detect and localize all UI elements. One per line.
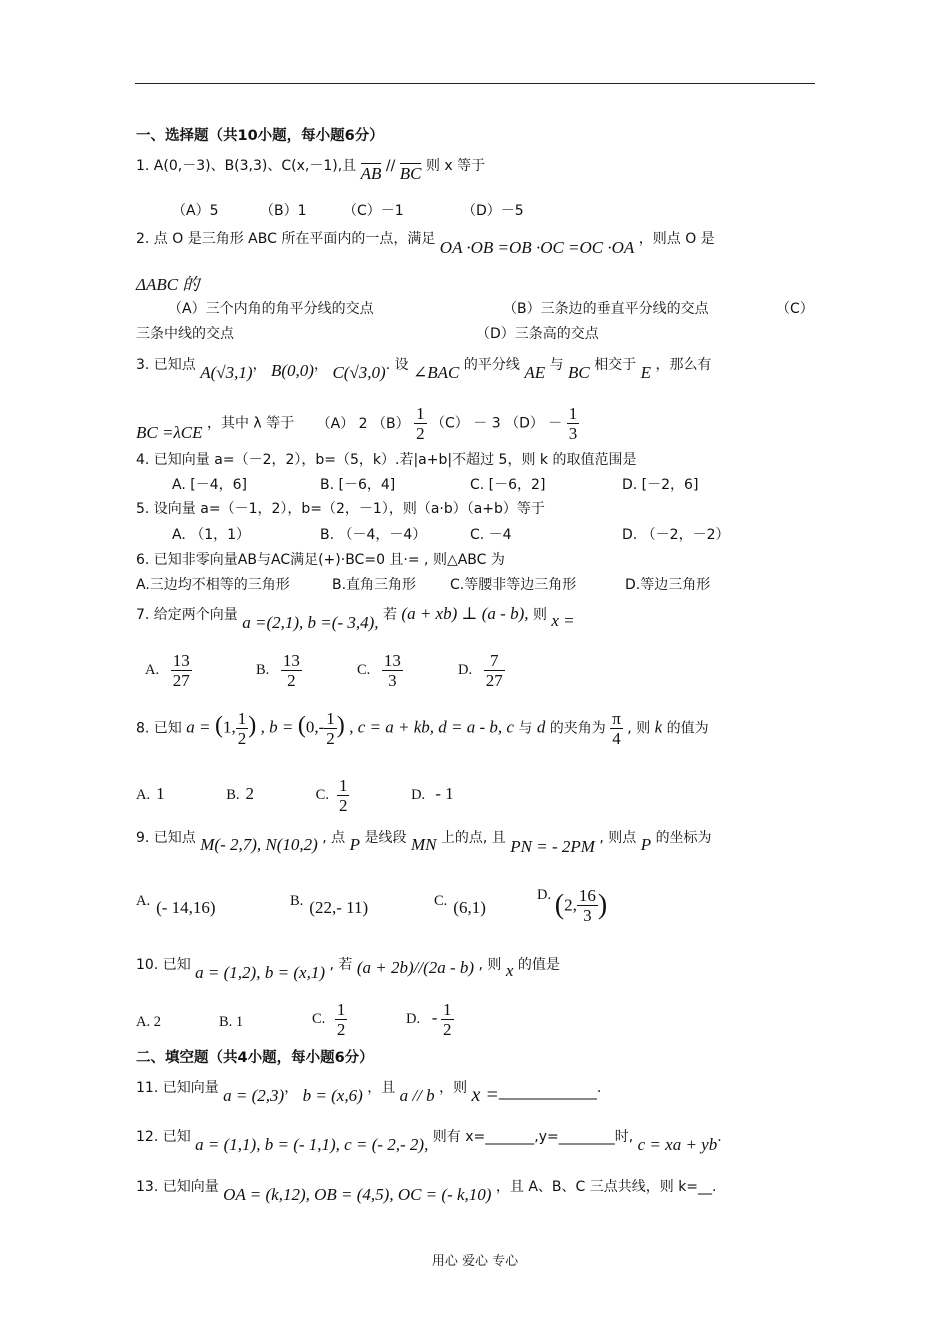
q8-option-d-value: - 1: [435, 783, 454, 803]
q10-option-b: B. 1: [219, 1014, 244, 1030]
q4-option-a: A. [－4，6]: [172, 477, 247, 493]
q8-vector-d: d: [536, 717, 546, 737]
q11-vector-a: a = (2,3): [223, 1086, 285, 1105]
q9-option-b: [290, 891, 369, 917]
q9-mn: MN: [410, 835, 437, 854]
question-6: 6. 已知非零向量AB与AC满足(+)·BC=0 且·= , 则△ABC 为: [136, 552, 505, 568]
q11-text-1: ，且: [367, 1080, 396, 1096]
question-12: [136, 1127, 722, 1154]
q8-option-a-value: 1: [156, 783, 165, 803]
q10-option-d-label: D.: [406, 1010, 421, 1027]
q9-text-2: 是线段: [364, 830, 407, 846]
q8-a-fraction: $\frac{1}{2}$: [237, 709, 247, 748]
q8-k: k: [654, 717, 663, 737]
question-8: 8. 已知 a = (1, $\frac{1}{2}$ ) , b = (0,- $\frac{1}{2}$ ) , c = a + kb, d = a - b, c 与 d 的夹角为 $\frac{\pi}{4}$ , 则 k 的值为: [136, 709, 709, 748]
q12-stem: 12. 已知: [136, 1129, 191, 1145]
question-13: [136, 1177, 717, 1204]
q3-e: E: [640, 363, 652, 382]
q1-option-a: （A）5: [172, 203, 219, 219]
q3-point-a: A(√3,1): [200, 363, 253, 382]
q10-vector-a: a = (1,2),: [195, 963, 261, 982]
q7-text-2: 则: [532, 607, 547, 623]
q4-option-b: B. [－6，4]: [320, 477, 396, 493]
q8-text-3: , 则: [627, 720, 651, 737]
q5-option-b: B. （－4，－4）: [320, 527, 427, 543]
q12-relation: c = xa + yb: [637, 1135, 718, 1154]
q11-text-2: ，则: [439, 1080, 468, 1096]
q3-text-2: 的平分线: [463, 357, 520, 373]
q3-point-c: C(√3,0): [332, 363, 386, 382]
q2-stem: 2. 点 O 是三角形 ABC 所在平面内的一点，满足: [136, 231, 436, 247]
q7-option-b-label: B.: [256, 661, 270, 678]
q8-vector-b: , b =: [260, 717, 294, 737]
q3-options-ab: （A） 2 （B）: [316, 415, 410, 432]
q7-option-b: [256, 651, 302, 690]
question-5: 5. 设向量 a=（－1，2），b=（2，－1），则（a·b）（a+b）等于: [136, 501, 545, 517]
q10-option-d: [406, 1000, 454, 1039]
q8-option-c-fraction: $\frac{1}{2}$: [338, 776, 348, 815]
q3-line2: [136, 404, 579, 443]
q3-stem: 3. 已知点: [136, 357, 196, 373]
q9-option-c: [434, 891, 486, 917]
question-3: 3. 已知点 A(√3,1)， B(0,0)， C(√3,0). 设 ∠BAC 的平分线 AE 与 BC 相交于 E ，那么有: [136, 357, 712, 382]
q13-vectors: OA = (k,12), OB = (4,5), OC = (- k,10): [223, 1185, 492, 1204]
q2-option-c: 三条中线的交点: [136, 326, 234, 342]
q10-condition: (a + 2b)//(2a - b): [356, 958, 475, 977]
q9-option-d-label: D.: [537, 887, 552, 903]
q8-option-a-label: A.: [136, 786, 151, 803]
q11-end: .: [596, 1080, 602, 1096]
q8-angle-fraction: $\frac{\pi}{4}$: [612, 709, 621, 748]
q7-text-1: 若: [382, 607, 397, 623]
q8-vectors-cd: , c = a + kb, d = a - b, c: [349, 717, 514, 737]
q3-text-5: ，那么有: [655, 357, 712, 373]
q10-x: x: [505, 961, 514, 980]
q7-option-d-label: D.: [458, 661, 473, 678]
q9-text-5: 的坐标为: [655, 830, 712, 846]
section-title-choice: 一、选择题（共10小题，每小题6分）: [136, 128, 384, 144]
q8-option-b-value: 2: [245, 783, 255, 803]
q11-answer-blank[interactable]: ______________: [498, 1084, 597, 1100]
q7-stem: 7. 给定两个向量: [136, 607, 238, 623]
header-rule: [135, 83, 815, 84]
q2-option-c-label: （C）: [776, 301, 814, 317]
q8-vector-a: a =: [186, 717, 211, 737]
q3-fraction-d: $\frac{1}{3}$: [568, 404, 578, 443]
q3-fraction-b: $\frac{1}{2}$: [416, 404, 425, 443]
q9-p2: P: [640, 835, 652, 854]
q2-tail: ，则点 O 是: [638, 231, 715, 247]
question-2: [136, 229, 715, 257]
q7-vectors: a =(2,1), b =(- 3,4),: [242, 613, 379, 632]
q11-stem: 11. 已知向量: [136, 1080, 219, 1096]
q5-option-a: A. （1，1）: [172, 527, 251, 543]
page-footer: 用心 爱心 专心: [431, 1254, 519, 1269]
question-1: [136, 154, 486, 183]
q1-option-d: （D）－5: [462, 203, 524, 219]
q7-condition: (a + xb) ⊥ (a - b),: [401, 604, 529, 623]
q10-text-1: , 若: [329, 957, 353, 973]
q4-option-c: C. [－6，2]: [470, 477, 546, 493]
q9-option-a: [136, 891, 216, 917]
q3-angle: ∠BAC: [413, 363, 460, 382]
q1-option-c: （C）－1: [343, 203, 404, 219]
q12-vectors: a = (1,1), b = (- 1,1), c = (- 2,- 2),: [195, 1135, 429, 1154]
q7-fraction-a: $\frac{13}{27}$: [172, 651, 190, 690]
q10-text-2: , 则: [478, 957, 502, 973]
q10-vector-b: b = (x,1): [264, 963, 326, 982]
q8-text-2: 的夹角为: [549, 720, 606, 737]
q2-triangle: ΔABC 的: [136, 275, 200, 294]
q8-text-1: 与: [518, 720, 533, 737]
q10-stem: 10. 已知: [136, 957, 191, 973]
q10-option-d-minus: -: [431, 1007, 438, 1027]
question-11: 11. 已知向量 a = (2,3)， b = (x,6) ，且 a // b ，则 x =______________.: [136, 1080, 602, 1106]
q8-b-fraction: $\frac{1}{2}$: [326, 709, 335, 748]
q3-text-4: 相交于: [594, 357, 637, 373]
q11-x: x =: [471, 1084, 499, 1106]
q5-option-c: C. －4: [470, 527, 512, 543]
q11-parallel: a // b: [399, 1086, 435, 1105]
q1-stem: 1. A(0,－3)、B(3,3)、C(x,－1),且: [136, 158, 357, 174]
q3-point-b: B(0,0): [271, 361, 314, 380]
q3-ae: AE: [524, 363, 546, 382]
question-9: [136, 828, 712, 856]
q2-line2: [136, 276, 199, 295]
q10-option-a: A. 2: [136, 1014, 161, 1030]
q3-text-1: 设: [394, 357, 409, 373]
q7-fraction-b: $\frac{13}{2}$: [282, 651, 300, 690]
q11-vector-b: b = (x,6): [302, 1086, 363, 1105]
q2-option-a: （A）三个内角的角平分线的交点: [168, 301, 374, 317]
q13-end: .: [712, 1179, 717, 1195]
q7-option-a: [145, 651, 192, 690]
question-10: [136, 955, 560, 982]
q4-option-d: D. [－2，6]: [622, 477, 699, 493]
q2-option-d: （D）三条高的交点: [476, 326, 599, 342]
q6-option-a: A.三边均不相等的三角形: [136, 577, 290, 593]
q3-bc: BC: [568, 363, 590, 382]
q12-end: .: [717, 1129, 722, 1145]
q10-option-d-fraction: $\frac{1}{2}$: [443, 1000, 452, 1039]
q9-option-b-label: B.: [290, 893, 304, 909]
q1-tail: 则 x 等于: [425, 158, 486, 174]
q8-option-d-label: D.: [411, 786, 426, 803]
q7-option-d: [458, 651, 505, 690]
q10-option-c: [312, 1000, 347, 1039]
q8-text-4: 的值为: [666, 720, 709, 737]
q1-option-b: （B）1: [260, 203, 307, 219]
q13-stem: 13. 已知向量: [136, 1179, 219, 1195]
q1-parallel: //: [385, 158, 400, 174]
q8-b-left: 0,-: [305, 717, 325, 737]
q9-relation: PN = - 2PM: [510, 837, 595, 856]
q10-text-3: 的值是: [517, 957, 560, 973]
section-title-fill: 二、填空题（共4小题，每小题6分）: [136, 1050, 374, 1066]
q6-option-c: C.等腰非等边三角形: [450, 577, 577, 593]
q2-expression: OA ·OB =OB ·OC =OC ·OA: [439, 238, 635, 257]
q8-option-b-label: B.: [226, 786, 240, 803]
q9-option-a-value: (- 14,16): [156, 898, 216, 917]
q9-p: P: [349, 835, 361, 854]
question-7: [136, 604, 575, 632]
q7-option-c-label: C.: [357, 661, 371, 678]
q12-answer-blanks[interactable]: 则有 x=_______,y=________时,: [432, 1129, 634, 1145]
q5-option-d: D. （－2，－2）: [622, 527, 730, 543]
q7-fraction-d: $\frac{7}{27}$: [485, 651, 503, 690]
q7-fraction-c: $\frac{13}{3}$: [383, 651, 401, 690]
question-4: 4. 已知向量 a=（－2，2），b=（5，k）.若|a+b|不超过 5，则 k 的取值范围是: [136, 452, 637, 468]
q7-option-c: [357, 651, 403, 690]
q6-option-b: B.直角三角形: [332, 577, 417, 593]
q8-options: [136, 776, 454, 815]
q13-text-1: ，且 A、B、C 三点共线，则 k=: [495, 1179, 699, 1195]
q13-answer-blank[interactable]: __: [698, 1179, 713, 1195]
q9-option-a-label: A.: [136, 893, 151, 909]
q7-x: x =: [551, 611, 575, 630]
q9-text-4: , 则点: [599, 830, 637, 846]
q9-stem: 9. 已知点: [136, 830, 196, 846]
q9-option-d-fraction: $\frac{16}{3}$: [578, 886, 596, 925]
q8-option-c-label: C.: [315, 786, 329, 803]
q10-option-c-label: C.: [312, 1010, 326, 1027]
q7-option-a-label: A.: [145, 661, 160, 678]
q10-option-c-fraction: $\frac{1}{2}$: [336, 1000, 346, 1039]
q9-option-b-value: (22,- 11): [309, 898, 369, 917]
q3-relation: BC =λCE: [136, 422, 203, 442]
q3-text-3: 与: [549, 357, 564, 373]
q8-a-left: 1,: [222, 717, 236, 737]
q2-option-b: （B）三条边的垂直平分线的交点: [503, 301, 709, 317]
q3-text-6: ，其中 λ 等于: [206, 415, 295, 432]
q9-text-1: , 点: [322, 830, 346, 846]
q1-vector-ab: AB: [360, 164, 382, 183]
q9-option-d: D. (2, $\frac{16}{3}$ ): [537, 886, 608, 925]
q9-option-c-value: (6,1): [453, 898, 486, 917]
q9-text-3: 上的点, 且: [440, 830, 506, 846]
q3-options-cd: （C） － 3 （D） －: [431, 415, 563, 432]
q1-vector-bc: BC: [399, 164, 422, 183]
q9-option-d-left: 2,: [564, 895, 577, 915]
q9-option-c-label: C.: [434, 893, 448, 909]
q6-option-d: D.等边三角形: [625, 577, 711, 593]
q8-stem: 8. 已知: [136, 720, 182, 737]
q9-points: M(- 2,7), N(10,2): [200, 835, 318, 854]
